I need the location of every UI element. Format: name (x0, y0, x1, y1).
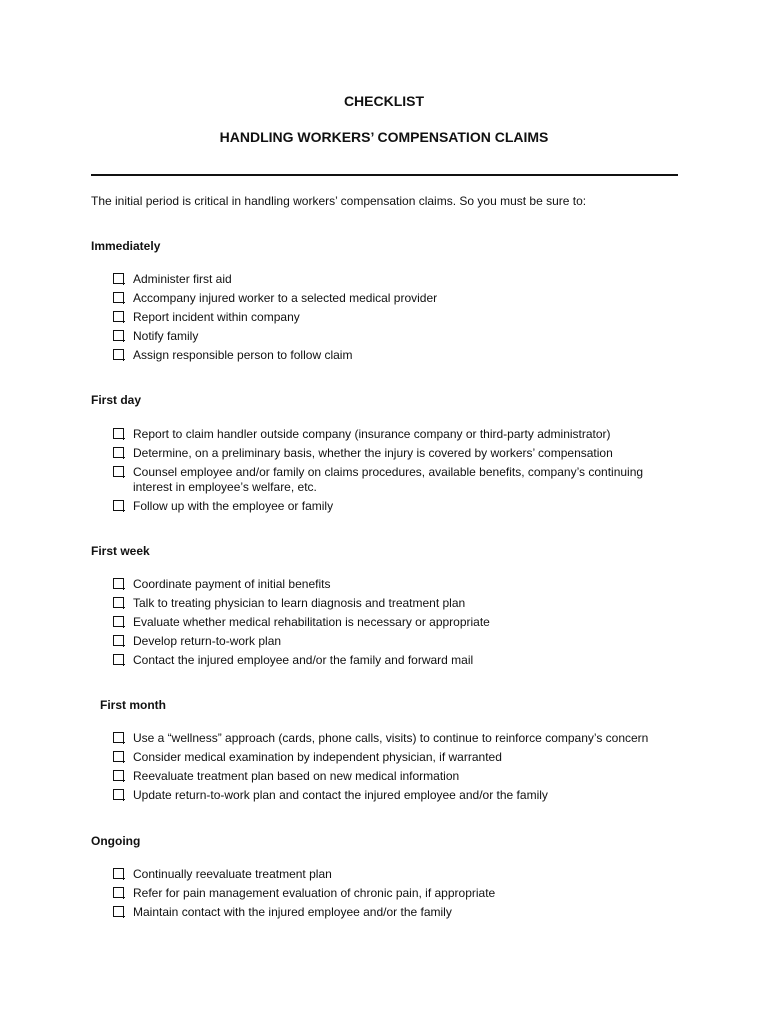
checklist-item-label: Consider medical examination by independent physician, if warranted (133, 750, 502, 764)
checklist-item-label: Continually reevaluate treatment plan (133, 867, 332, 881)
checklist-item[interactable] (113, 731, 713, 746)
checkbox-icon[interactable] (113, 789, 124, 800)
checklist-item[interactable] (113, 310, 693, 325)
checkbox-icon[interactable] (113, 616, 124, 627)
section-heading-first-month: First month (100, 698, 166, 712)
checklist-item-label: Use a “wellness” approach (cards, phone calls, visits) to continue to reinforce company’s concern (133, 731, 649, 745)
checklist-item[interactable] (113, 329, 693, 344)
checklist-item-label: Update return-to-work plan and contact the injured employee and/or the family (133, 788, 548, 802)
checklist-item[interactable] (113, 750, 693, 765)
checkbox-icon[interactable] (113, 466, 124, 477)
checklist-item-label: Assign responsible person to follow claim (133, 348, 353, 362)
checklist-item[interactable] (113, 596, 693, 611)
checklist-item[interactable] (113, 886, 693, 901)
checklist-item-label: Accompany injured worker to a selected medical provider (133, 291, 438, 305)
checklist-item-label: Follow up with the employee or family (133, 499, 334, 513)
checklist-item[interactable] (113, 788, 693, 803)
checklist-item[interactable] (113, 465, 673, 495)
header-divider (91, 174, 678, 176)
checklist-item[interactable] (113, 769, 693, 784)
checklist-item[interactable] (113, 499, 693, 514)
checklist-item[interactable] (113, 427, 693, 442)
checklist-item[interactable] (113, 446, 693, 461)
checkbox-icon[interactable] (113, 500, 124, 511)
checklist-item[interactable] (113, 653, 693, 668)
checklist-item-label: Report to claim handler outside company (insurance company or third-party administrator) (133, 427, 611, 441)
checklist-item[interactable] (113, 348, 693, 363)
checklist-item-label: Counsel employee and/or family on claims procedures, available benefits, company’s continuing interest in employee’s welfare, etc. (133, 465, 644, 494)
checkbox-icon[interactable] (113, 732, 124, 743)
section-heading-first-week: First week (91, 544, 150, 558)
checkbox-icon[interactable] (113, 887, 124, 898)
checklist-item-label: Determine, on a preliminary basis, whether the injury is covered by workers’ compensation (133, 446, 613, 460)
checklist-item[interactable] (113, 867, 693, 882)
checkbox-icon[interactable] (113, 597, 124, 608)
checklist-item-label: Develop return-to-work plan (133, 634, 282, 648)
checklist-item-label: Reevaluate treatment plan based on new medical information (133, 769, 460, 783)
checkbox-icon[interactable] (113, 330, 124, 341)
checkbox-icon[interactable] (113, 635, 124, 646)
checkbox-icon[interactable] (113, 868, 124, 879)
checklist-item-label: Coordinate payment of initial benefits (133, 577, 331, 591)
checklist-item-label: Administer first aid (133, 272, 232, 286)
checkbox-icon[interactable] (113, 447, 124, 458)
checklist-item-label: Notify family (133, 329, 199, 343)
checklist-item[interactable] (113, 577, 693, 592)
checklist-item[interactable] (113, 272, 693, 287)
section-heading-first-day: First day (91, 393, 142, 407)
checklist-item-label: Report incident within company (133, 310, 300, 324)
checkbox-icon[interactable] (113, 906, 124, 917)
checklist-item[interactable] (113, 615, 693, 630)
document-subtitle: HANDLING WORKERS’ COMPENSATION CLAIMS (219, 129, 549, 145)
checklist-item[interactable] (113, 905, 693, 920)
checkbox-icon[interactable] (113, 428, 124, 439)
checkbox-icon[interactable] (113, 578, 124, 589)
checkbox-icon[interactable] (113, 292, 124, 303)
section-heading-ongoing: Ongoing (91, 834, 141, 848)
checkbox-icon[interactable] (113, 349, 124, 360)
checklist-item-label: Maintain contact with the injured employee and/or the family (133, 905, 452, 919)
intro-text: The initial period is critical in handling workers’ compensation claims. So you must be sure to: (91, 194, 587, 208)
checkbox-icon[interactable] (113, 751, 124, 762)
checklist-item-label: Evaluate whether medical rehabilitation is necessary or appropriate (133, 615, 490, 629)
checkbox-icon[interactable] (113, 654, 124, 665)
checklist-item[interactable] (113, 291, 693, 306)
section-heading-immediately: Immediately (91, 239, 161, 253)
checklist-item-label: Refer for pain management evaluation of chronic pain, if appropriate (133, 886, 496, 900)
checkbox-icon[interactable] (113, 311, 124, 322)
checklist-item-label: Contact the injured employee and/or the family and forward mail (133, 653, 474, 667)
checklist-item[interactable] (113, 634, 693, 649)
document-title: CHECKLIST (343, 93, 425, 109)
checkbox-icon[interactable] (113, 770, 124, 781)
checkbox-icon[interactable] (113, 273, 124, 284)
checklist-item-label: Talk to treating physician to learn diagnosis and treatment plan (133, 596, 466, 610)
